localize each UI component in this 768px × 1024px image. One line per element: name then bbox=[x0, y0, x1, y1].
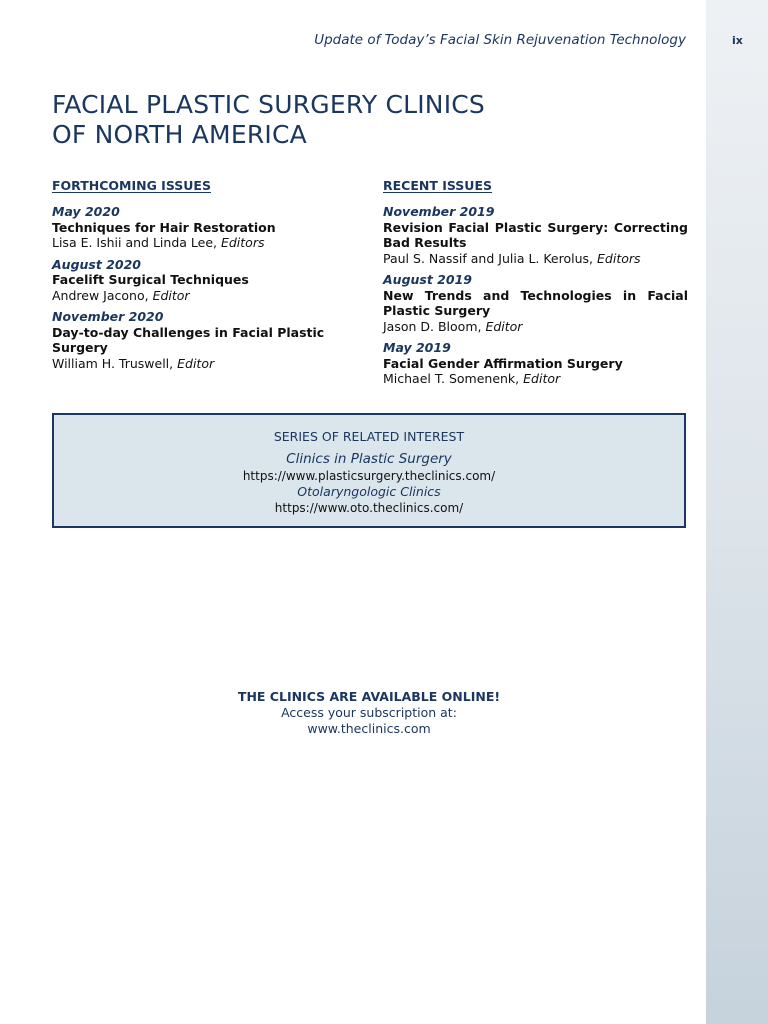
related-series-heading: SERIES OF RELATED INTEREST bbox=[273, 429, 465, 444]
forthcoming-issue bbox=[52, 257, 352, 304]
running-title: Update of Today’s Facial Skin Rejuvenation Technology bbox=[314, 32, 686, 48]
related-series-name: Clinics in Plastic Surgery bbox=[286, 451, 452, 467]
issue-date: August 2020 bbox=[52, 256, 141, 272]
side-strip bbox=[706, 0, 768, 1024]
editor-names: Michael T. Somenenk, bbox=[383, 371, 520, 386]
recent-issues-column bbox=[383, 178, 688, 393]
issue-title: Revision Facial Plastic Surgery: Correcting Bad Results bbox=[383, 219, 688, 250]
page-number: ix bbox=[732, 34, 743, 47]
editor-names: Jason D. Bloom, bbox=[383, 318, 482, 334]
editor-role: Editor bbox=[152, 287, 190, 303]
editor-names: Paul S. Nassif and Julia L. Kerolus, bbox=[383, 250, 594, 266]
recent-issue bbox=[383, 272, 688, 334]
journal-title bbox=[52, 90, 612, 150]
issue-editors bbox=[52, 288, 352, 304]
online-notice bbox=[52, 689, 686, 737]
editor-names: William H. Truswell, bbox=[52, 355, 174, 371]
online-heading: THE CLINICS ARE AVAILABLE ONLINE! bbox=[237, 689, 501, 704]
related-series-box bbox=[52, 413, 686, 528]
recent-issue bbox=[383, 204, 688, 266]
online-subscription-text: Access your subscription at: bbox=[281, 705, 457, 720]
editor-names: Lisa E. Ishii and Linda Lee, bbox=[52, 235, 217, 250]
issue-date: August 2019 bbox=[383, 272, 472, 287]
forthcoming-issue bbox=[52, 309, 352, 371]
issue-title: Facial Gender Affirmation Surgery bbox=[383, 355, 623, 371]
editor-role: Editors bbox=[220, 235, 265, 250]
issue-editors bbox=[52, 356, 352, 372]
issue-editors bbox=[383, 251, 688, 267]
issue-editors bbox=[52, 235, 352, 251]
issue-editors bbox=[383, 371, 688, 387]
online-website-link[interactable]: www.theclinics.com bbox=[307, 721, 431, 736]
issue-date: May 2019 bbox=[383, 340, 451, 355]
issue-date: May 2020 bbox=[52, 204, 120, 219]
issue-date: November 2019 bbox=[383, 204, 495, 219]
issue-title: New Trends and Technologies in Facial Plastic Surgery bbox=[383, 287, 688, 318]
issue-title: Techniques for Hair Restoration bbox=[52, 219, 276, 235]
related-series-link[interactable]: https://www.plasticsurgery.theclinics.com/ bbox=[242, 469, 496, 483]
related-series-name: Otolaryngologic Clinics bbox=[297, 484, 441, 499]
recent-issue bbox=[383, 340, 688, 387]
editor-role: Editor bbox=[177, 355, 215, 371]
issue-date: November 2020 bbox=[52, 309, 164, 324]
editor-role: Editors bbox=[597, 250, 641, 266]
editor-role: Editor bbox=[523, 371, 561, 386]
editor-role: Editor bbox=[485, 318, 523, 334]
issue-editors bbox=[383, 319, 688, 335]
forthcoming-issues-column bbox=[52, 178, 352, 377]
editor-names: Andrew Jacono, bbox=[52, 287, 149, 303]
journal-title-line2: OF NORTH AMERICA bbox=[52, 120, 307, 149]
forthcoming-issues-heading: FORTHCOMING ISSUES bbox=[52, 178, 211, 193]
issue-title: Facelift Surgical Techniques bbox=[52, 272, 249, 287]
related-series-link[interactable]: https://www.oto.theclinics.com/ bbox=[274, 501, 464, 515]
recent-issues-heading: RECENT ISSUES bbox=[383, 178, 493, 193]
issue-title: Day-to-day Challenges in Facial Plastic Surgery bbox=[52, 324, 325, 355]
journal-title-line1: FACIAL PLASTIC SURGERY CLINICS bbox=[52, 90, 486, 119]
forthcoming-issue bbox=[52, 204, 352, 251]
